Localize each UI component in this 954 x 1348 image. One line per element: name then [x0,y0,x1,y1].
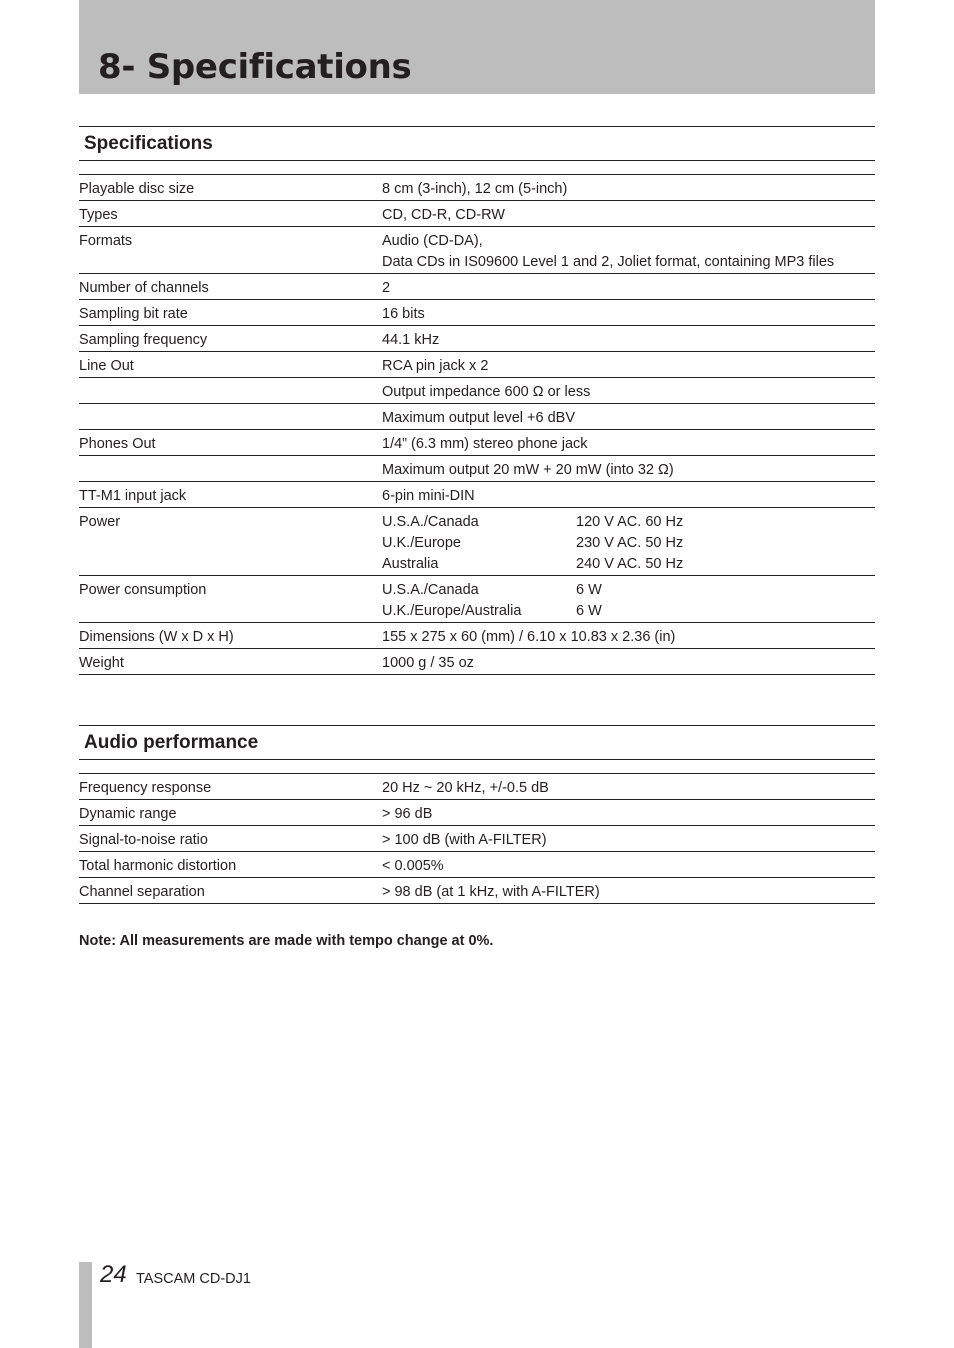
chapter-title: 8- Specifications [98,47,412,87]
specifications-section [79,126,875,675]
spec-value: 120 V AC. 60 Hz [576,514,684,530]
spec-label: TT-M1 input jack [79,488,187,504]
spec-value: RCA pin jack x 2 [382,358,489,374]
spec-values [382,179,567,200]
table-row [79,878,875,904]
spec-label: Frequency response [79,780,212,796]
table-row [79,201,875,227]
spec-value: 44.1 kHz [382,332,440,348]
spec-value: 1/4” (6.3 mm) stereo phone jack [382,436,588,452]
spec-value: 230 V AC. 50 Hz [576,535,684,551]
footer-model: TASCAM CD-DJ1 [136,1271,251,1287]
spec-region: U.K./Europe/Australia [382,603,522,619]
spec-values [382,205,505,226]
table-row [79,508,875,576]
section-title: Specifications [84,133,213,154]
table-row [79,175,875,201]
spec-value: Maximum output level +6 dBV [382,410,576,426]
spec-value: < 0.005% [382,858,444,874]
spec-values [382,330,439,351]
spec-values [382,382,590,403]
section-header [79,126,875,161]
spec-label: Number of channels [79,280,209,296]
spec-table [79,174,875,675]
table-row [79,482,875,508]
spec-value: Audio (CD-DA), [382,233,483,249]
table-row [79,826,875,852]
spec-label: Dynamic range [79,806,177,822]
spec-value: 16 bits [382,306,425,322]
spec-label: Weight [79,655,124,671]
table-row [79,430,875,456]
spec-values [382,434,588,455]
audio-performance-section [79,725,875,904]
spec-value: 240 V AC. 50 Hz [576,556,684,572]
spec-values [382,460,674,481]
spec-region: U.S.A./Canada [382,582,479,598]
spec-region: Australia [382,556,439,572]
spec-label: Sampling frequency [79,332,208,348]
spec-value: 6 W [576,603,602,619]
spec-values [382,882,600,903]
spec-values [382,627,675,648]
spec-value: 6-pin mini-DIN [382,488,475,504]
spec-label: Power [79,514,121,530]
spec-value: Maximum output 20 mW + 20 mW (into 32 Ω) [382,462,674,478]
spec-label: Line Out [79,358,134,374]
spec-value: CD, CD-R, CD-RW [382,207,505,223]
spec-label: Dimensions (W x D x H) [79,629,234,645]
spec-values [382,856,444,877]
footer-bar [79,1262,92,1348]
spec-values [382,653,474,674]
table-row [79,300,875,326]
spec-values [382,778,549,799]
table-row [79,352,875,378]
chapter-banner [79,0,875,94]
spec-label: Power consumption [79,582,207,598]
spec-values [382,804,432,825]
spec-value: 20 Hz ~ 20 kHz, +/-0.5 dB [382,780,549,796]
spec-values [382,231,834,273]
spec-region: U.S.A./Canada [382,514,479,530]
section-title: Audio performance [84,732,259,753]
table-row [79,456,875,482]
spec-value: 1000 g / 35 oz [382,655,474,671]
spec-label: Channel separation [79,884,205,900]
table-row [79,274,875,300]
spec-table [79,773,875,904]
table-row [79,404,875,430]
spec-values [382,278,390,299]
spec-values [382,356,488,377]
spec-values [382,408,575,429]
table-row [79,623,875,649]
table-row [79,227,875,274]
spec-label: Phones Out [79,436,156,452]
spec-label: Types [79,207,118,223]
spec-values [382,486,475,507]
spec-value: 8 cm (3-inch), 12 cm (5-inch) [382,181,568,197]
table-row [79,852,875,878]
table-row [79,649,875,675]
spec-region: U.K./Europe [382,535,461,551]
spec-value: 155 x 275 x 60 (mm) / 6.10 x 10.83 x 2.36 (in) [382,629,676,645]
table-row [79,774,875,800]
spec-value: 2 [382,280,391,296]
measurement-note: Note: All measurements are made with tempo change at 0%. [79,933,494,949]
spec-value: > 96 dB [382,806,433,822]
page-number: 24 [100,1261,127,1288]
spec-values [382,830,547,851]
spec-values [382,304,425,325]
spec-value: Output impedance 600 Ω or less [382,384,591,400]
table-row [79,378,875,404]
spec-label: Sampling bit rate [79,306,188,322]
spec-label: Total harmonic distortion [79,858,237,874]
spec-value: > 98 dB (at 1 kHz, with A-FILTER) [382,884,600,900]
spec-label: Formats [79,233,133,249]
spec-value: > 100 dB (with A-FILTER) [382,832,547,848]
spec-value: 6 W [576,582,602,598]
spec-label: Playable disc size [79,181,195,197]
spec-label: Signal-to-noise ratio [79,832,208,848]
section-header [79,725,875,760]
table-row [79,800,875,826]
table-row [79,326,875,352]
table-row [79,576,875,623]
spec-value: Data CDs in IS09600 Level 1 and 2, Joliet format, containing MP3 files [382,254,835,270]
